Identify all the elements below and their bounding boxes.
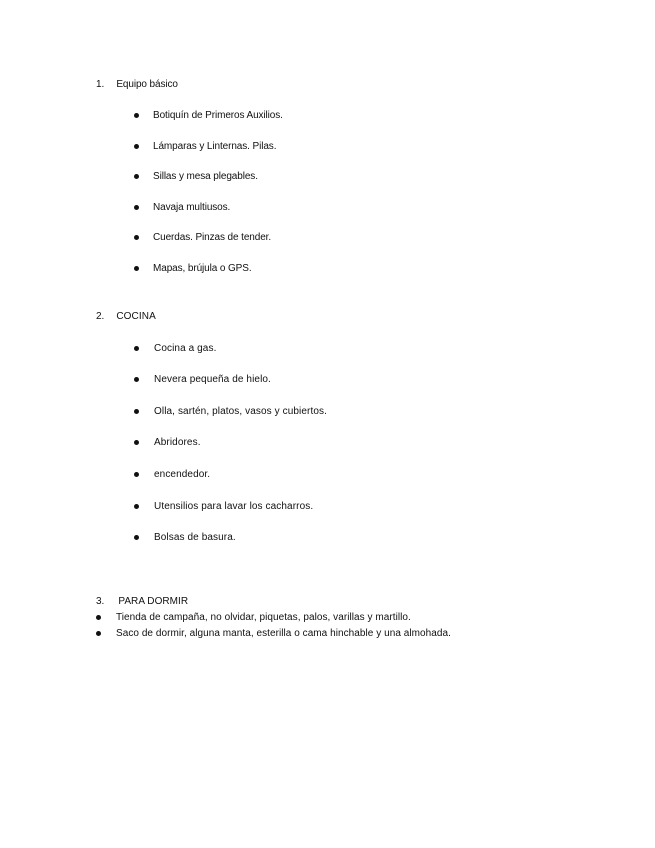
section-heading	[96, 311, 156, 323]
bullet-icon	[134, 235, 139, 240]
section-title: PARA DORMIR	[118, 596, 189, 607]
list-item-text: encendedor.	[154, 469, 211, 480]
bullet-icon	[134, 205, 139, 210]
section-number: 3.	[96, 596, 105, 607]
list-item-text: Saco de dormir, alguna manta, esterilla o cama hinchable y una almohada.	[116, 628, 451, 639]
section-number: 2.	[96, 311, 105, 322]
section-title: COCINA	[116, 311, 156, 322]
list-item	[154, 469, 210, 481]
section-title: Equipo básico	[116, 79, 178, 90]
bullet-icon	[134, 266, 139, 271]
bullet-icon	[134, 504, 139, 509]
list-item-text: Tienda de campaña, no olvidar, piquetas, palos, varillas y martillo.	[116, 612, 411, 623]
section-heading	[96, 596, 188, 608]
list-item-text: Abridores.	[154, 437, 201, 448]
list-item-text: Bolsas de basura.	[154, 532, 236, 543]
list-item	[153, 171, 258, 183]
bullet-icon	[134, 440, 139, 445]
list-item-text: Olla, sartén, platos, vasos y cubiertos.	[154, 406, 327, 417]
list-item	[154, 374, 271, 386]
list-item	[154, 406, 327, 418]
list-item	[153, 232, 271, 244]
bullet-icon	[134, 113, 139, 118]
section-number: 1.	[96, 79, 105, 90]
list-item-text: Nevera pequeña de hielo.	[154, 374, 271, 385]
list-item	[153, 141, 276, 153]
list-item	[153, 202, 230, 214]
list-item-text: Sillas y mesa plegables.	[153, 171, 258, 182]
list-item	[154, 532, 236, 544]
list-item	[154, 437, 201, 449]
list-item-text: Lámparas y Linternas. Pilas.	[153, 141, 277, 152]
list-item	[153, 263, 252, 275]
bullet-icon	[96, 631, 101, 636]
bullet-icon	[134, 174, 139, 179]
bullet-icon	[134, 472, 139, 477]
list-item-text: Botiquín de Primeros Auxilios.	[153, 110, 283, 121]
bullet-icon	[96, 615, 101, 620]
list-item	[153, 110, 283, 122]
list-item-text: Utensilios para lavar los cacharros.	[154, 501, 314, 512]
bullet-icon	[134, 409, 139, 414]
bullet-icon	[134, 346, 139, 351]
list-item	[116, 628, 451, 640]
bullet-icon	[134, 535, 139, 540]
list-item-text: Mapas, brújula o GPS.	[153, 263, 252, 274]
list-item-text: Navaja multiusos.	[153, 202, 231, 213]
list-item-text: Cuerdas. Pinzas de tender.	[153, 232, 272, 243]
list-item	[116, 612, 411, 624]
bullet-icon	[134, 377, 139, 382]
list-item-text: Cocina a gas.	[154, 343, 217, 354]
list-item	[154, 343, 216, 355]
list-item	[154, 501, 313, 513]
bullet-icon	[134, 144, 139, 149]
section-heading	[96, 79, 178, 91]
